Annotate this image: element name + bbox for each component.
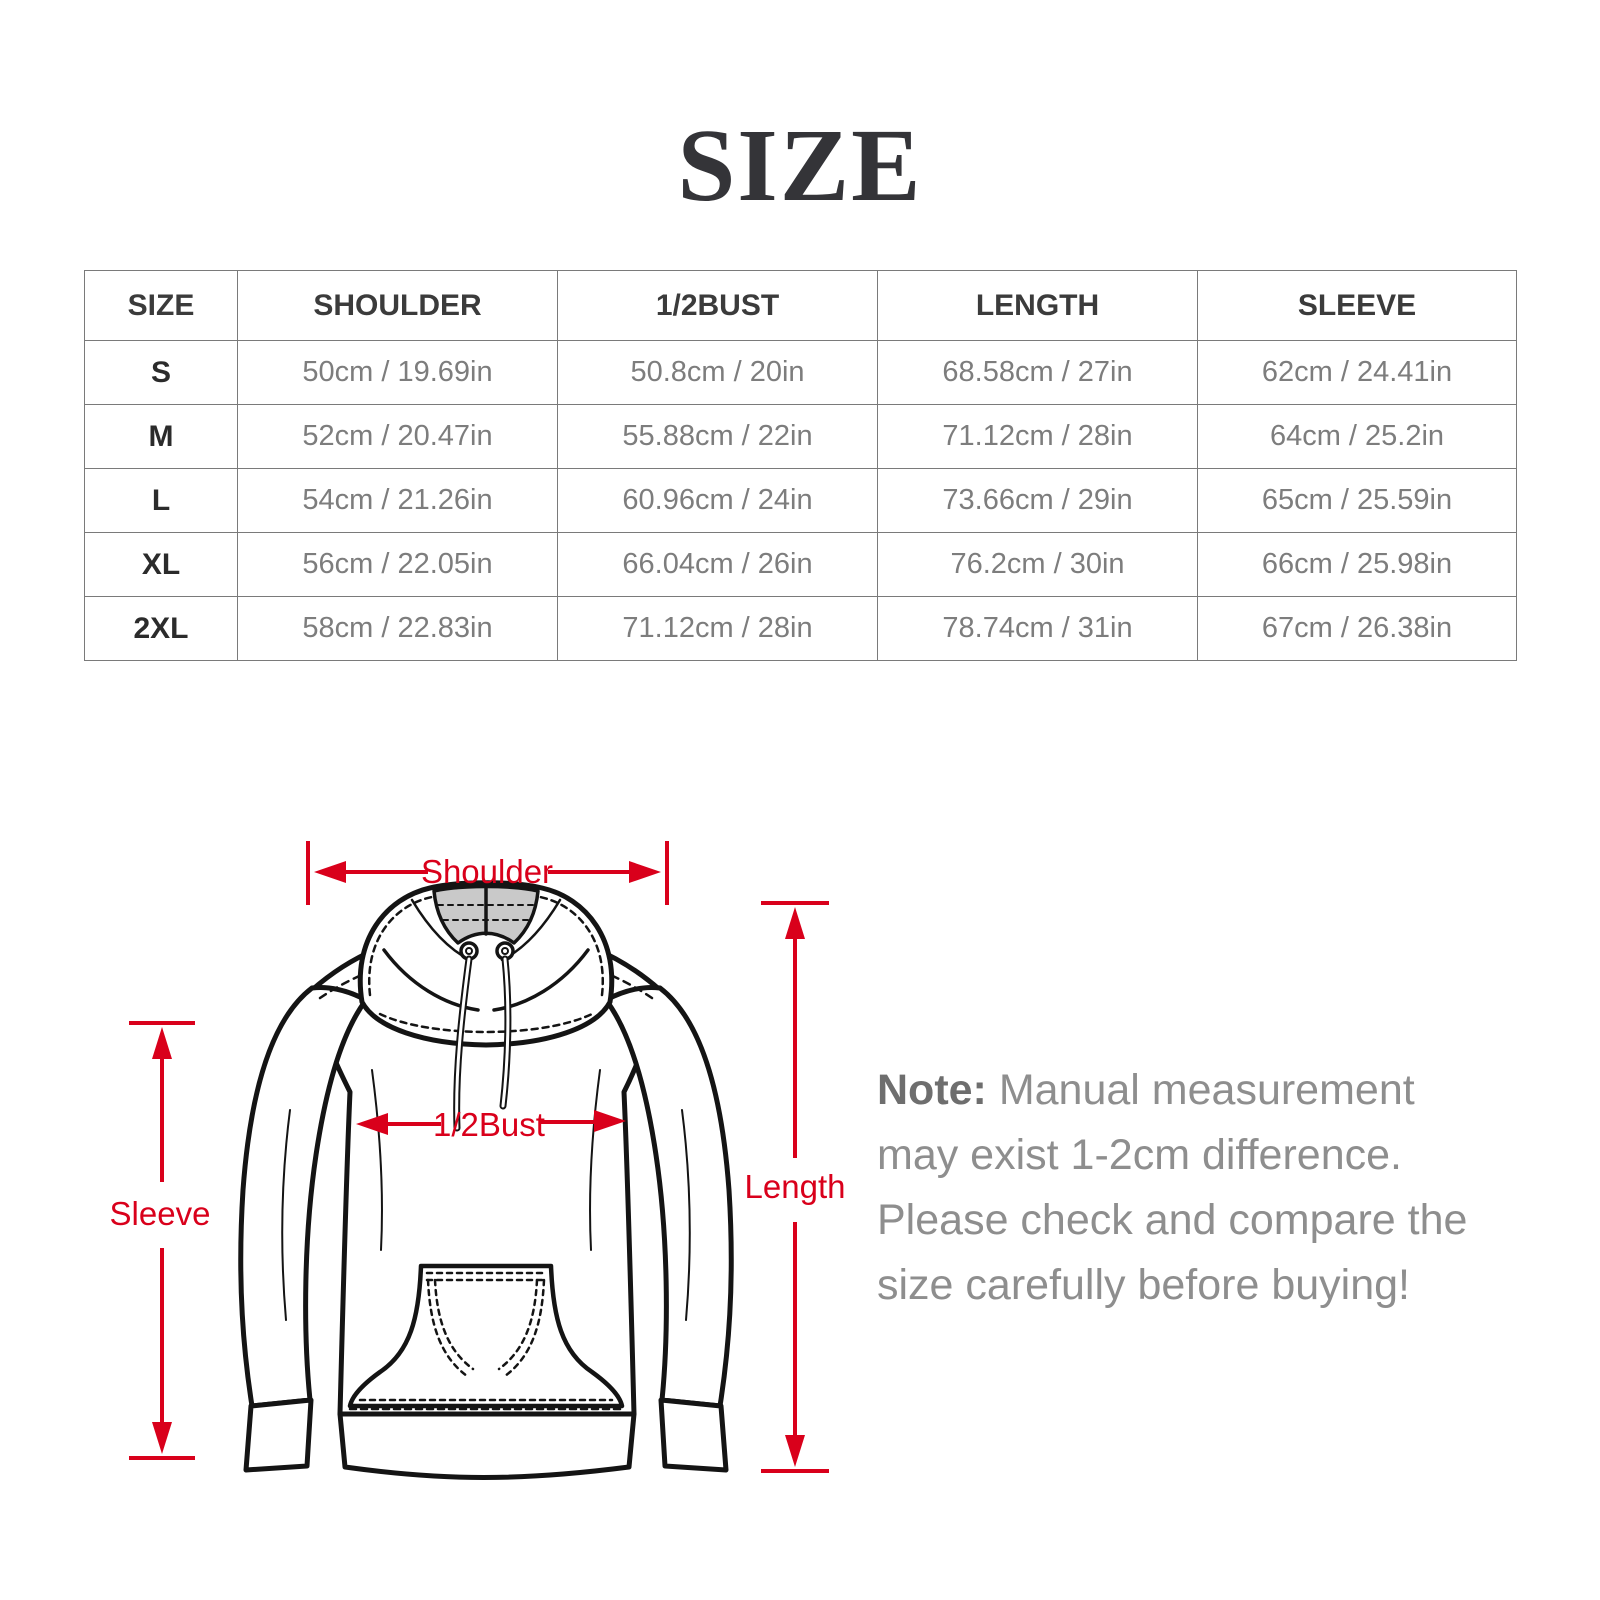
hoodie-measurement-diagram <box>0 820 870 1520</box>
table-row-xl <box>85 533 1517 597</box>
length-measure-arrow <box>745 903 846 1471</box>
sleeve-value: 66cm / 25.98in <box>1198 533 1517 597</box>
hem-band <box>340 1414 634 1478</box>
header-cell-shoulder: SHOULDER <box>238 271 558 341</box>
table-row-m <box>85 405 1517 469</box>
shoulder-value: 54cm / 21.26in <box>238 469 558 533</box>
header-cell-bust: 1/2BUST <box>558 271 878 341</box>
sleeve-value: 65cm / 25.59in <box>1198 469 1517 533</box>
sleeve-value: 62cm / 24.41in <box>1198 341 1517 405</box>
header-cell-length: LENGTH <box>878 271 1198 341</box>
shoulder-label: Shoulder <box>420 853 554 890</box>
left-cuff <box>246 1400 311 1470</box>
shoulder-value: 58cm / 22.83in <box>238 597 558 661</box>
page-title: SIZE <box>677 108 923 223</box>
length-value: 78.74cm / 31in <box>878 597 1198 661</box>
size-label: S <box>85 341 238 405</box>
length-label: Length <box>744 1168 846 1205</box>
shoulder-value: 52cm / 20.47in <box>238 405 558 469</box>
bust-value: 60.96cm / 24in <box>558 469 878 533</box>
shoulder-value: 56cm / 22.05in <box>238 533 558 597</box>
header-cell-size: SIZE <box>85 271 238 341</box>
sleeve-value: 67cm / 26.38in <box>1198 597 1517 661</box>
sleeve-value: 64cm / 25.2in <box>1198 405 1517 469</box>
table-row-2xl <box>85 597 1517 661</box>
size-label: M <box>85 405 238 469</box>
shoulder-value: 50cm / 19.69in <box>238 341 558 405</box>
length-value: 68.58cm / 27in <box>878 341 1198 405</box>
size-label: XL <box>85 533 238 597</box>
size-label: L <box>85 469 238 533</box>
size-label: 2XL <box>85 597 238 661</box>
length-value: 76.2cm / 30in <box>878 533 1198 597</box>
bust-value: 50.8cm / 20in <box>558 341 878 405</box>
hoodie-sketch <box>241 883 732 1478</box>
bust-value: 55.88cm / 22in <box>558 405 878 469</box>
size-table <box>84 270 1517 661</box>
note-text: Manual measurement may exist 1-2cm difference. Please check and compare the size carefully before buying! <box>877 1066 1468 1309</box>
header-cell-sleeve: SLEEVE <box>1198 271 1517 341</box>
sleeve-measure-arrow <box>110 1023 211 1458</box>
length-value: 71.12cm / 28in <box>878 405 1198 469</box>
note-label: Note: <box>877 1066 987 1114</box>
table-header-row <box>85 271 1517 341</box>
table-row-l <box>85 469 1517 533</box>
right-cuff <box>661 1400 726 1470</box>
length-value: 73.66cm / 29in <box>878 469 1198 533</box>
measurement-note <box>877 1058 1473 1318</box>
table-row-s <box>85 341 1517 405</box>
bust-label: 1/2Bust <box>433 1106 545 1143</box>
sleeve-label: Sleeve <box>109 1195 211 1232</box>
bust-value: 66.04cm / 26in <box>558 533 878 597</box>
bust-value: 71.12cm / 28in <box>558 597 878 661</box>
